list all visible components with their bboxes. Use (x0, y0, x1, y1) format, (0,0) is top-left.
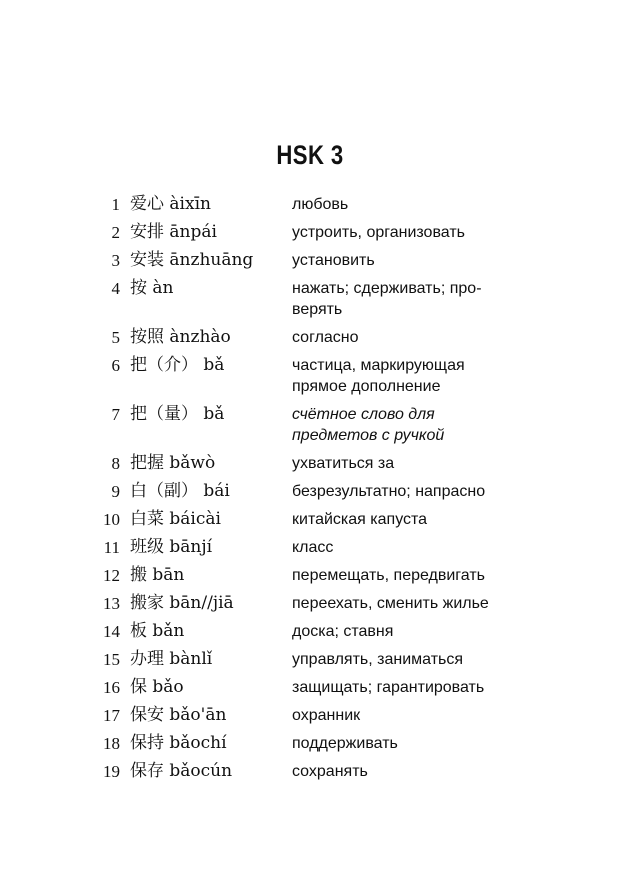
entry-translation: класс (292, 539, 334, 556)
entry-translation: согласно (292, 329, 359, 346)
entry-translation: ухватиться за (292, 455, 395, 472)
entry-number: 6 (111, 356, 120, 375)
entry-number: 16 (103, 678, 120, 697)
vocab-entry (88, 537, 528, 558)
entry-translation: переехать, сменить жилье (292, 595, 489, 612)
entry-number: 19 (103, 762, 120, 781)
entry-word: 安装 ānzhuāng (130, 250, 254, 270)
entry-translation: безрезультатно; напрасно (292, 483, 486, 500)
entry-translation: устроить, организовать (292, 224, 465, 241)
vocab-entry (88, 705, 528, 726)
entry-number: 3 (111, 251, 120, 270)
vocab-entry (88, 194, 528, 215)
entry-translation: защищать; гарантировать (292, 679, 485, 696)
vocab-entry (88, 621, 528, 642)
entry-word: 保存 bǎocún (130, 761, 233, 781)
vocabulary-list (88, 194, 528, 789)
vocab-entry (88, 677, 528, 698)
entry-translation: управлять, заниматься (292, 651, 464, 668)
vocab-entry (88, 278, 528, 320)
entry-translation: охранник (292, 707, 361, 724)
entry-number: 15 (103, 650, 120, 669)
vocab-entry (88, 593, 528, 614)
vocab-entry (88, 250, 528, 271)
vocab-entry (88, 649, 528, 670)
entry-number: 9 (111, 482, 120, 501)
entry-number: 12 (103, 566, 120, 585)
vocab-entry (88, 509, 528, 530)
entry-number: 17 (103, 706, 120, 725)
entry-number: 18 (103, 734, 120, 753)
entry-word: 搬 bān (130, 565, 185, 585)
entry-translation: частица, маркирующая прямое дополнение (292, 357, 465, 395)
vocab-entry (88, 222, 528, 243)
entry-translation: китайская капуста (292, 511, 428, 528)
entry-word: 白菜 báicài (130, 509, 221, 529)
entry-word: 办理 bànlǐ (130, 649, 213, 669)
entry-number: 14 (103, 622, 120, 641)
entry-number: 1 (111, 195, 120, 214)
entry-word: 保 bǎo (130, 677, 184, 697)
entry-word: 按 àn (130, 278, 174, 298)
entry-translation: сохранять (292, 763, 368, 780)
entry-translation: любовь (292, 196, 349, 213)
vocab-entry (88, 327, 528, 348)
vocab-entry (88, 355, 528, 397)
entry-translation: доска; ставня (292, 623, 394, 640)
entry-translation: установить (292, 252, 375, 269)
entry-number: 4 (111, 279, 120, 298)
vocab-entry (88, 761, 528, 782)
vocab-entry (88, 453, 528, 474)
entry-word: 把握 bǎwò (130, 453, 216, 473)
entry-word: 爱心 àixīn (130, 194, 211, 214)
entry-word: 安排 ānpái (130, 222, 217, 242)
entry-word: 把（介） bǎ (130, 355, 225, 375)
entry-translation: счётное слово для предметов с ручкой (292, 406, 445, 444)
entry-translation: нажать; сдерживать; про- верять (292, 280, 482, 318)
vocab-entry (88, 733, 528, 754)
vocab-entry (88, 404, 528, 446)
entry-word: 把（量） bǎ (130, 404, 225, 424)
entry-translation: перемещать, передвигать (292, 567, 485, 584)
entry-word: 白（副） bái (130, 481, 230, 501)
entry-number: 5 (111, 328, 120, 347)
entry-number: 8 (111, 454, 120, 473)
entry-word: 板 bǎn (130, 621, 185, 641)
entry-word: 保安 bǎo'ān (130, 705, 227, 725)
entry-word: 班级 bānjí (130, 537, 213, 557)
entry-number: 2 (111, 223, 120, 242)
entry-number: 10 (103, 510, 120, 529)
entry-translation: поддерживать (292, 735, 398, 752)
entry-number: 11 (103, 538, 120, 557)
vocab-entry (88, 481, 528, 502)
entry-number: 7 (111, 405, 120, 424)
entry-word: 保持 bǎochí (130, 733, 227, 753)
entry-word: 按照 ànzhào (130, 327, 231, 347)
entry-number: 13 (103, 594, 120, 613)
entry-word: 搬家 bān//jiā (130, 593, 234, 613)
page-heading: HSK 3 (276, 140, 344, 170)
vocab-entry (88, 565, 528, 586)
